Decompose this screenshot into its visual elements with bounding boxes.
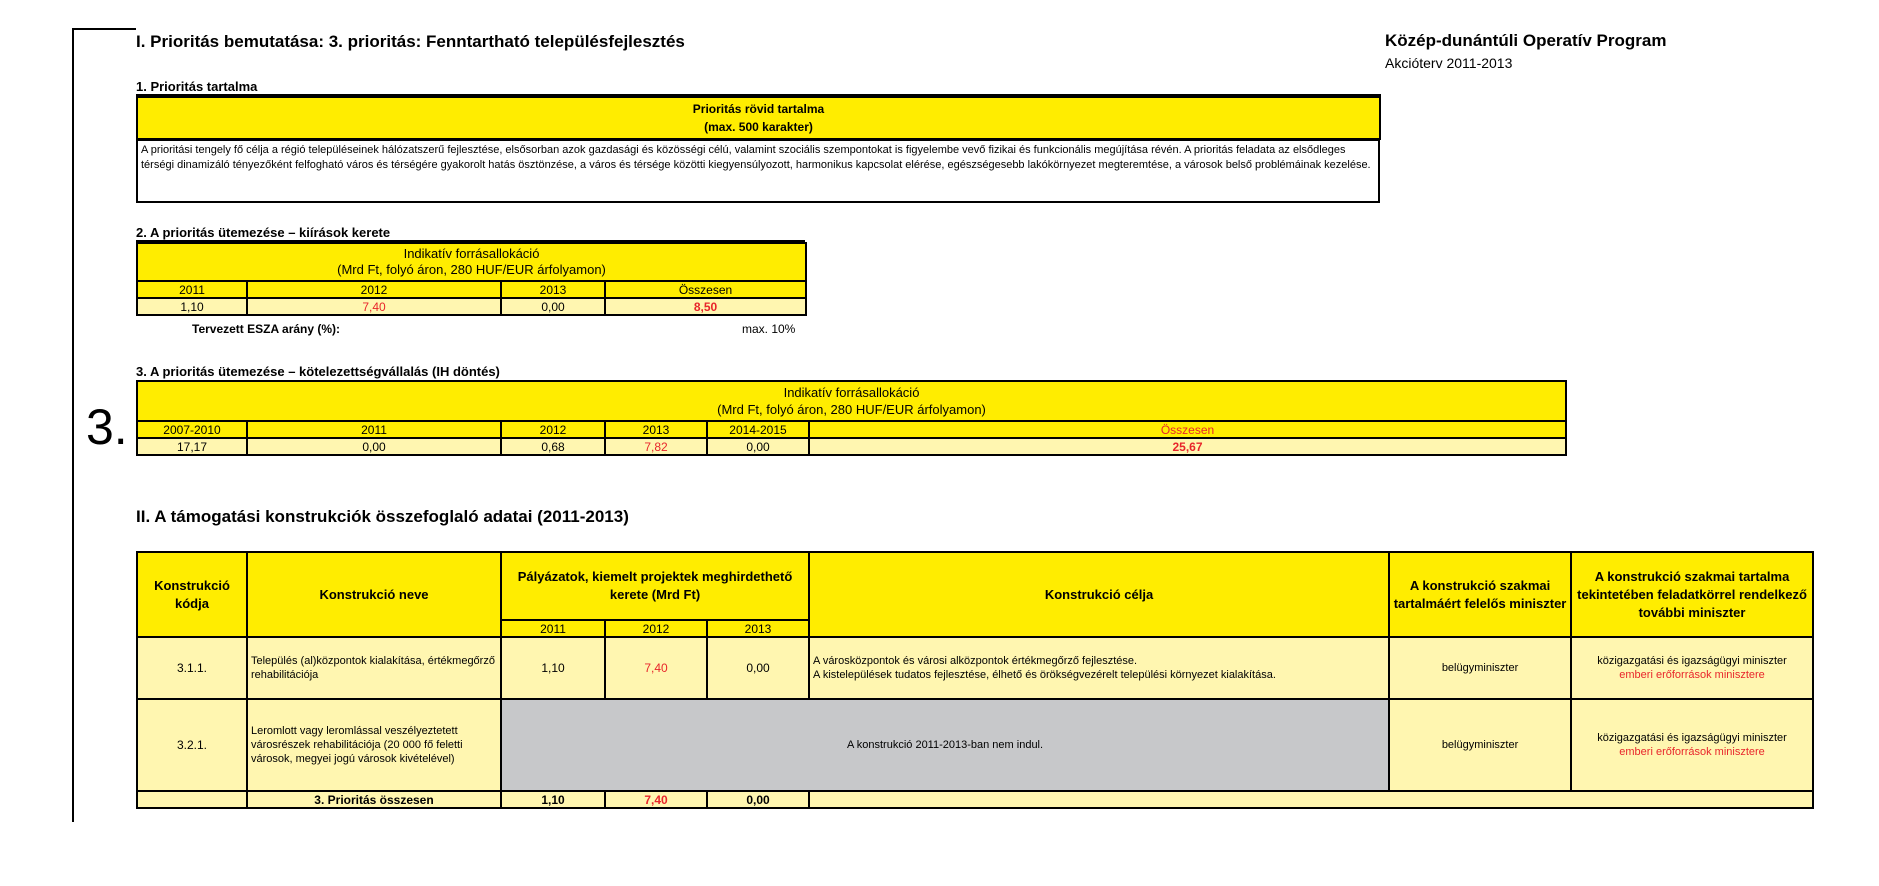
section1-description: A prioritási tengely fő célja a régió településeinek hálózatszerű fejlesztése, elsősorban azok gazdasági és közösségi célú, valamint szociális szempontokat is figyelembe vevő fizikai és funkcionális megújítása révén. A prioritás feladata az elsődleges térségi dinamizáló tényezőként felfogható város és térségére gyakorolt hatás ösztönzése, a város és térsége közötti kiegyensúlyozott, harmonikus kapcsolat elérése, egészségesebb lakókörnyezet megteremtése, a városok belső problémáinak kezelése.: [136, 139, 1380, 203]
total-2013: 0,00: [707, 791, 809, 808]
s2-val-2013: 0,00: [501, 298, 605, 315]
th-code: Konstrukció kódja: [137, 552, 247, 637]
row1-name: Település (al)központok kialakítása, értékmegőrző rehabilitációja: [247, 637, 501, 699]
s2-col-2012: 2012: [247, 281, 501, 298]
section-number: 3.: [86, 399, 128, 455]
th-year-2012: 2012: [605, 620, 707, 637]
section3-table: [136, 380, 1567, 456]
section2-table: [136, 242, 807, 316]
s3-col-total: Összesen: [809, 421, 1566, 438]
section3-heading: 3. A prioritás ütemezése – kötelezettségvállalás (IH döntés): [136, 364, 500, 379]
esza-value: max. 10%: [742, 322, 796, 336]
program-subtitle: Akcióterv 2011-2013: [1385, 55, 1513, 71]
table-row: [137, 699, 1813, 791]
left-bracket-line: [72, 28, 74, 822]
s3-val-2012: 0,68: [501, 438, 605, 455]
row1-2011: 1,10: [501, 637, 605, 699]
total-label: 3. Prioritás összesen: [247, 791, 501, 808]
s3-col-2013: 2013: [605, 421, 707, 438]
s3-col-2012: 2012: [501, 421, 605, 438]
row1-goal-line1: A városközpontok és városi alközpontok értékmegőrző fejlesztése.: [813, 655, 1138, 667]
th-minister: A konstrukció szakmai tartalmáért felelős miniszter: [1389, 552, 1571, 637]
s3-val-2007-2010: 17,17: [137, 438, 247, 455]
left-bracket-top: [72, 28, 136, 30]
section2-table-subtitle: (Mrd Ft, folyó áron, 280 HUF/EUR árfolyamon): [337, 262, 606, 277]
row2-other1: közigazgatási és igazságügyi miniszter: [1597, 732, 1787, 744]
th-other-minister: A konstrukció szakmai tartalma tekintetében feladatkörrel rendelkező további miniszter: [1571, 552, 1813, 637]
section1-box-title: Prioritás rövid tartalma: [692, 102, 825, 116]
section2-table-title: Indikatív forrásallokáció: [403, 246, 540, 261]
total-row: [137, 791, 1813, 808]
s3-val-total: 25,67: [809, 438, 1566, 455]
row2-note: A konstrukció 2011-2013-ban nem indul.: [501, 699, 1389, 791]
s3-col-2011: 2011: [247, 421, 501, 438]
row2-code: 3.2.1.: [137, 699, 247, 791]
s2-col-2011: 2011: [137, 281, 247, 298]
total-2012: 7,40: [605, 791, 707, 808]
row1-other2: emberi erőforrások minisztere: [1619, 669, 1765, 681]
esza-label: Tervezett ESZA arány (%):: [192, 322, 341, 336]
s3-val-2014-2015: 0,00: [707, 438, 809, 455]
table-row: [137, 637, 1813, 699]
s2-val-total: 8,50: [605, 298, 806, 315]
th-goal: Konstrukció célja: [809, 552, 1389, 637]
section1-title-box: [136, 96, 1381, 140]
constructions-table: [136, 551, 1814, 809]
section3-table-title: Indikatív forrásallokáció: [783, 385, 920, 400]
total-2011: 1,10: [501, 791, 605, 808]
section1-box-subtitle: (max. 500 karakter): [704, 120, 813, 134]
row2-other2: emberi erőforrások minisztere: [1619, 746, 1765, 758]
s2-col-total: Összesen: [605, 281, 806, 298]
s2-val-2011: 1,10: [137, 298, 247, 315]
row1-goal-line2: A kistelepülések tudatos fejlesztése, élhető és örökségvezérelt települési környezet kialakítása.: [813, 669, 1276, 681]
s2-col-2013: 2013: [501, 281, 605, 298]
row2-name: Leromlott vagy leromlással veszélyeztetett városrészek rehabilitációja (20 000 fő feletti városok, megyei jogú városok kivételével): [247, 699, 501, 791]
part2-heading: II. A támogatási konstrukciók összefoglaló adatai (2011-2013): [136, 507, 629, 526]
s2-val-2012: 7,40: [247, 298, 501, 315]
th-name: Konstrukció neve: [247, 552, 501, 637]
row1-2013: 0,00: [707, 637, 809, 699]
section1-heading: 1. Prioritás tartalma: [136, 79, 258, 94]
th-year-2011: 2011: [501, 620, 605, 637]
row1-other1: közigazgatási és igazságügyi miniszter: [1597, 655, 1787, 667]
row2-minister: belügyminiszter: [1389, 699, 1571, 791]
row1-minister: belügyminiszter: [1389, 637, 1571, 699]
row1-code: 3.1.1.: [137, 637, 247, 699]
section3-table-subtitle: (Mrd Ft, folyó áron, 280 HUF/EUR árfolyamon): [717, 402, 986, 417]
s3-val-2013: 7,82: [605, 438, 707, 455]
s3-col-2014-2015: 2014-2015: [707, 421, 809, 438]
program-name: Közép-dunántúli Operatív Program: [1385, 31, 1667, 50]
section2-heading: 2. A prioritás ütemezése – kiírások kerete: [136, 225, 391, 240]
th-year-2013: 2013: [707, 620, 809, 637]
page-title: I. Prioritás bemutatása: 3. prioritás: Fenntartható településfejlesztés: [136, 32, 685, 51]
row1-2012: 7,40: [605, 637, 707, 699]
th-budget: Pályázatok, kiemelt projektek meghirdethető kerete (Mrd Ft): [501, 552, 809, 620]
s3-val-2011: 0,00: [247, 438, 501, 455]
s3-col-2007-2010: 2007-2010: [137, 421, 247, 438]
